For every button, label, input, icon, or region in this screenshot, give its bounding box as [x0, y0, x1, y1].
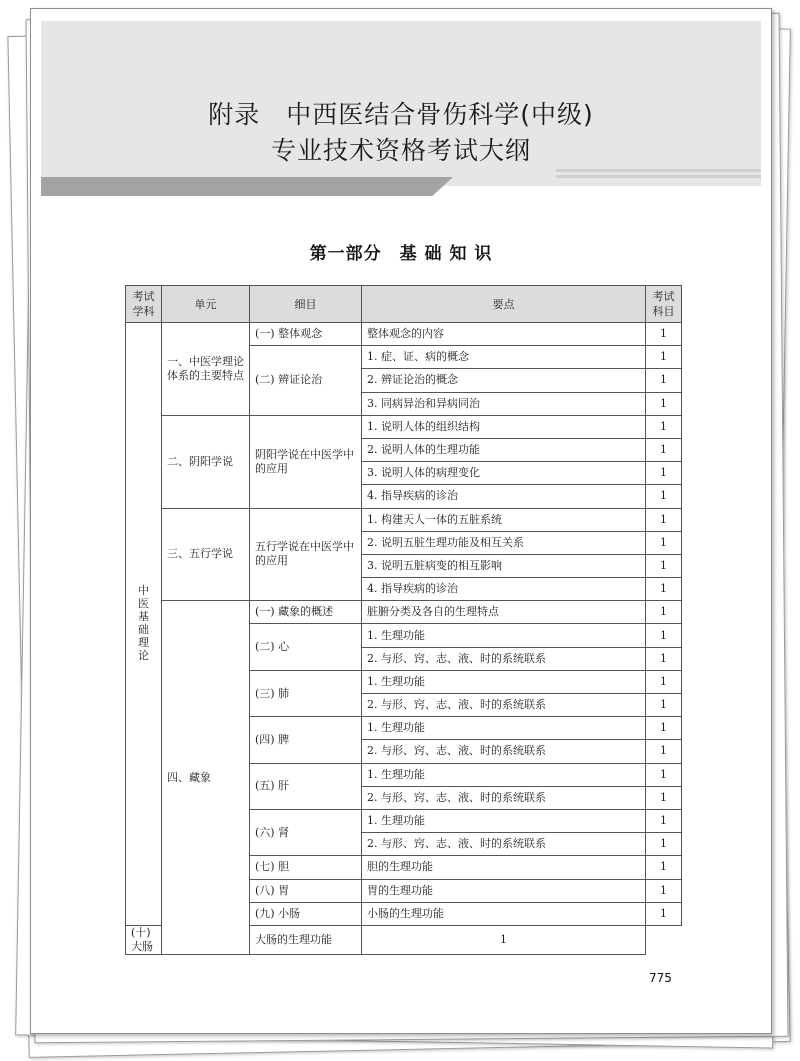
header-subject: 考试学科 [126, 286, 162, 323]
point-cell: 1. 说明人体的组织结构 [362, 415, 646, 438]
level-cell: 1 [646, 578, 682, 601]
table-row [126, 415, 682, 438]
point-cell: 1. 症、证、病的概念 [362, 346, 646, 369]
level-cell: 1 [646, 833, 682, 856]
level-cell: 1 [646, 786, 682, 809]
point-cell: 2. 与形、窍、志、液、时的系统联系 [362, 833, 646, 856]
point-cell: 2. 说明五脏生理功能及相互关系 [362, 531, 646, 554]
point-cell: 脏腑分类及各自的生理特点 [362, 601, 646, 624]
detail-cell: (八) 胃 [250, 879, 362, 902]
point-cell: 1. 生理功能 [362, 670, 646, 693]
level-cell: 1 [646, 323, 682, 346]
level-cell: 1 [646, 670, 682, 693]
title-line-1: 附录 中西医结合骨伤科学(中级) [208, 100, 594, 129]
unit-cell: 三、五行学说 [162, 508, 250, 601]
header-detail: 细目 [250, 286, 362, 323]
level-cell: 1 [646, 624, 682, 647]
header-point: 要点 [362, 286, 646, 323]
unit-cell: 二、阴阳学说 [162, 415, 250, 508]
level-cell: 1 [646, 809, 682, 832]
detail-cell: (二) 辨证论治 [250, 346, 362, 416]
page-number: 775 [649, 971, 672, 985]
title-banner [41, 21, 761, 186]
unit-cell: 一、中医学理论体系的主要特点 [162, 323, 250, 416]
decorative-stripe [556, 175, 761, 178]
level-cell: 1 [646, 485, 682, 508]
detail-cell: (一) 藏象的概述 [250, 601, 362, 624]
table-header-row [126, 286, 682, 323]
header-level: 考试科目 [646, 286, 682, 323]
detail-cell: (十) 大肠 [126, 925, 162, 954]
point-cell: 1. 生理功能 [362, 763, 646, 786]
level-cell: 1 [646, 740, 682, 763]
table-row [126, 601, 682, 624]
level-cell: 1 [646, 647, 682, 670]
level-cell: 1 [646, 369, 682, 392]
point-cell: 3. 说明人体的病理变化 [362, 462, 646, 485]
table-row [126, 508, 682, 531]
decorative-stripe [556, 169, 761, 172]
detail-cell: (五) 肝 [250, 763, 362, 809]
point-cell: 1. 构建天人一体的五脏系统 [362, 508, 646, 531]
subject-cell [126, 323, 162, 926]
point-cell: 2. 与形、窍、志、液、时的系统联系 [362, 786, 646, 809]
point-cell: 2. 与形、窍、志、液、时的系统联系 [362, 647, 646, 670]
level-cell: 1 [646, 508, 682, 531]
page-title [41, 97, 761, 169]
point-cell: 2. 辨证论治的概念 [362, 369, 646, 392]
level-cell: 1 [646, 415, 682, 438]
level-cell: 1 [362, 925, 646, 954]
point-cell: 大肠的生理功能 [250, 925, 362, 954]
level-cell: 1 [646, 879, 682, 902]
level-cell: 1 [646, 763, 682, 786]
level-cell: 1 [646, 392, 682, 415]
level-cell: 1 [646, 554, 682, 577]
document-page [30, 8, 772, 1034]
point-cell: 整体观念的内容 [362, 323, 646, 346]
detail-cell: (二) 心 [250, 624, 362, 670]
level-cell: 1 [646, 717, 682, 740]
point-cell: 胃的生理功能 [362, 879, 646, 902]
point-cell: 3. 说明五脏病变的相互影响 [362, 554, 646, 577]
point-cell: 2. 与形、窍、志、液、时的系统联系 [362, 740, 646, 763]
detail-cell: (九) 小肠 [250, 902, 362, 925]
detail-cell: (六) 肾 [250, 809, 362, 855]
level-cell: 1 [646, 438, 682, 461]
level-cell: 1 [646, 601, 682, 624]
point-cell: 2. 说明人体的生理功能 [362, 438, 646, 461]
section-title: 第一部分 基 础 知 识 [309, 244, 493, 264]
level-cell: 1 [646, 694, 682, 717]
subject-label: 中医基础理论 [138, 584, 149, 663]
point-cell: 1. 生理功能 [362, 809, 646, 832]
level-cell: 1 [646, 462, 682, 485]
point-cell: 2. 与形、窍、志、液、时的系统联系 [362, 694, 646, 717]
point-cell: 胆的生理功能 [362, 856, 646, 879]
point-cell: 3. 同病异治和异病同治 [362, 392, 646, 415]
title-line-2: 专业技术资格考试大纲 [270, 136, 531, 165]
detail-cell: 五行学说在中医学中的应用 [250, 508, 362, 601]
syllabus-table [125, 285, 682, 955]
level-cell: 1 [646, 856, 682, 879]
point-cell: 4. 指导疾病的诊治 [362, 578, 646, 601]
title-underline-bar [41, 177, 453, 196]
level-cell: 1 [646, 531, 682, 554]
point-cell: 1. 生理功能 [362, 624, 646, 647]
table-row [126, 323, 682, 346]
unit-cell: 四、藏象 [162, 601, 250, 955]
detail-cell: (四) 脾 [250, 717, 362, 763]
level-cell: 1 [646, 902, 682, 925]
level-cell: 1 [646, 346, 682, 369]
point-cell: 小肠的生理功能 [362, 902, 646, 925]
detail-cell: (三) 肺 [250, 670, 362, 716]
detail-cell: 阴阳学说在中医学中的应用 [250, 415, 362, 508]
point-cell: 1. 生理功能 [362, 717, 646, 740]
point-cell: 4. 指导疾病的诊治 [362, 485, 646, 508]
detail-cell: (七) 胆 [250, 856, 362, 879]
header-unit: 单元 [162, 286, 250, 323]
detail-cell: (一) 整体观念 [250, 323, 362, 346]
